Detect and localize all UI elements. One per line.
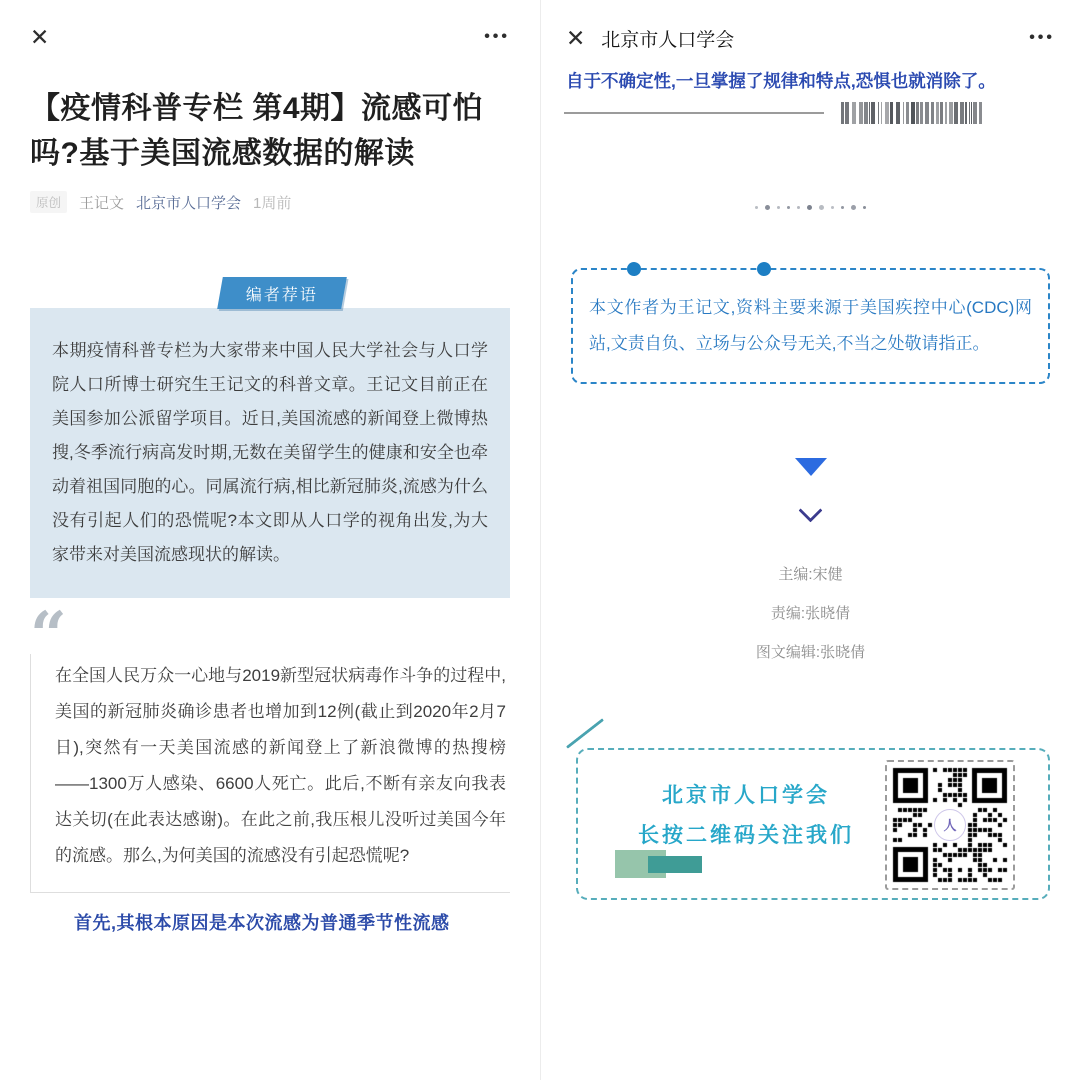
original-badge: 原创: [30, 191, 67, 213]
more-menu-icon[interactable]: •••: [1029, 29, 1055, 46]
follow-title: 北京市人口学会: [662, 783, 830, 807]
editor-note-badge-label: 编者荐语: [245, 286, 318, 304]
pin-dot-icon: [627, 262, 641, 276]
disclaimer-text: 本文作者为王记文,资料主要来源于美国疾控中心(CDC)网站,文责自负、立场与公众号无关,不当之处敬请指正。: [589, 298, 1032, 353]
qr-code[interactable]: [892, 767, 1008, 883]
byline: [30, 191, 510, 213]
chevron-down-icon: [798, 498, 822, 522]
editor-note-section: [0, 277, 540, 598]
credit-editor: 责编:张晓倩: [770, 604, 851, 622]
article-page-right: [540, 0, 1080, 1080]
qr-logo: 人: [934, 809, 966, 841]
follow-box: [576, 748, 1050, 900]
close-icon[interactable]: ✕: [30, 23, 50, 50]
credit-chief-editor: 主编:宋健: [778, 565, 843, 583]
down-triangle-icon: [795, 458, 827, 476]
divider-row: [541, 102, 1080, 126]
credits: [541, 563, 1080, 662]
close-icon[interactable]: ✕: [566, 24, 586, 51]
left-titlebar: [0, 0, 540, 50]
follow-text: [596, 776, 896, 858]
quote-text: 在全国人民万众一心地与2019新型冠状病毒作斗争的过程中,美国的新冠肺炎确诊患者也增加到12例(截止到2020年2月7日),突然有一天美国流感的新闻登上了新浪微博的热搜榜——1300万人感染、6600人死亡。此后,不断有亲友向我表达关切(在此表达感谢)。在此之前,我压根儿没听过美国今年的流感。那么,为何美国的流感没有引起恐慌呢?: [30, 654, 510, 893]
dots-decoration: [541, 204, 1080, 210]
editor-note-box: 本期疫情科普专栏为大家带来中国人民大学社会与人口学院人口所博士研究生王记文的科普文章。王记文目前正在美国参加公派留学项目。近日,美国流感的新闻登上微博热搜,冬季流行病高发时期,无数在美留学生的健康和安全也牵动着祖国同胞的心。同属流行病,相比新冠肺炎,流感为什么没有引起人们的恐慌呢?本文即从人口学的视角出发,为大家带来对美国流感现状的解读。: [30, 308, 510, 598]
lead-sentence: 首先,其根本原因是本次流感为普通季节性流感: [74, 913, 450, 934]
article-title: 【疫情科普专栏 第4期】流感可怕吗?基于美国流感数据的解读: [30, 92, 484, 170]
account-link[interactable]: 北京市人口学会: [136, 194, 242, 212]
decor-rect-dark: [648, 856, 702, 873]
author-name: 王记文: [79, 194, 125, 212]
page-title: 北京市人口学会: [601, 29, 735, 51]
disclaimer-box: [571, 268, 1050, 383]
closing-paragraph: 自于不确定性,一旦掌握了规律和特点,恐惧也就消除了。: [566, 71, 996, 91]
publish-time: 1周前: [253, 194, 292, 212]
credit-layout-editor: 图文编辑:张晓倩: [755, 643, 866, 661]
pin-dot-icon: [757, 262, 771, 276]
quote-block: [30, 598, 510, 893]
more-menu-icon[interactable]: •••: [484, 28, 510, 45]
follow-subtitle: 长按二维码关注我们: [638, 824, 854, 848]
right-titlebar: [541, 0, 1080, 52]
qr-code-frame: [885, 760, 1015, 890]
divider-line: [564, 112, 824, 114]
corner-stroke-decoration: [566, 718, 604, 749]
editor-note-badge: [217, 277, 347, 309]
quote-mark-icon: “: [30, 598, 67, 673]
barcode-decoration: [841, 102, 1046, 124]
